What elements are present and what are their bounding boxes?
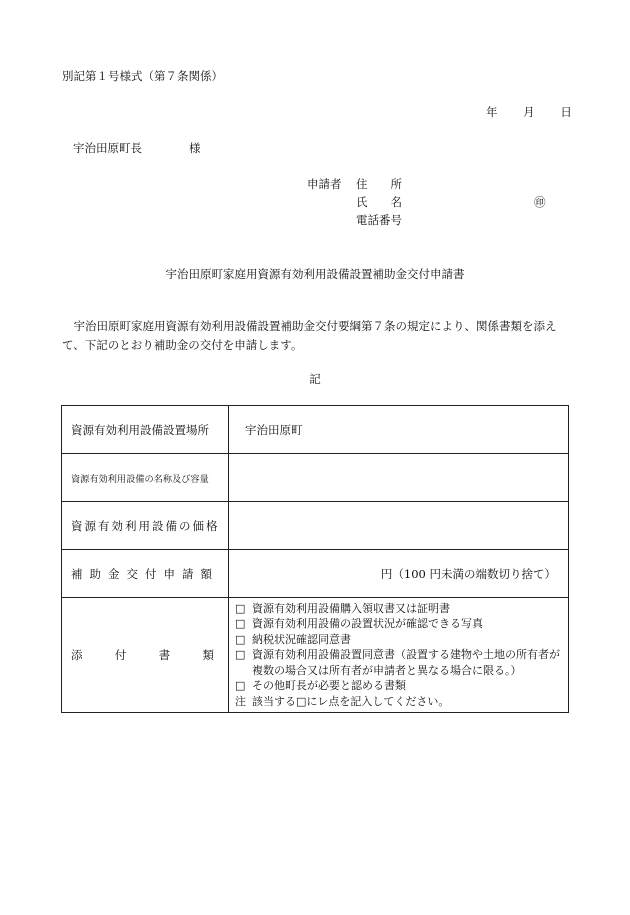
attachment-text: 納税状況確認同意書 bbox=[252, 632, 351, 646]
list-item bbox=[235, 647, 564, 678]
addressee bbox=[73, 140, 201, 156]
ki-heading: 記 bbox=[309, 372, 321, 386]
name-capacity-value bbox=[229, 454, 569, 502]
table-row bbox=[62, 598, 569, 713]
date-line bbox=[486, 104, 572, 120]
addressee-name: 宇治田原町長 bbox=[73, 141, 142, 155]
name-label: 氏 名 bbox=[356, 195, 402, 209]
attachments-label-char: 類 bbox=[202, 648, 214, 662]
document-title: 宇治田原町家庭用資源有効利用設備設置補助金交付申請書 bbox=[165, 267, 465, 281]
subsidy-label: 補助金交付申請額 bbox=[62, 550, 229, 598]
date-day: 日 bbox=[560, 105, 572, 119]
address-label: 住 所 bbox=[356, 177, 402, 191]
note bbox=[235, 694, 564, 710]
list-item bbox=[235, 632, 564, 648]
application-table bbox=[61, 405, 569, 713]
table-row bbox=[62, 406, 569, 454]
attachment-text: 資源有効利用設備の設置状況が確認できる写真 bbox=[252, 617, 483, 631]
attachment-text: その他町長が必要と認める書類 bbox=[252, 679, 406, 693]
note-text: 該当する□にレ点を記入してください。 bbox=[252, 694, 450, 708]
attachments-label-char: 付 bbox=[114, 648, 127, 662]
checkbox[interactable]: □ bbox=[235, 601, 246, 615]
attachments-label-char: 添 bbox=[71, 648, 83, 662]
seal-mark: ㊞ bbox=[534, 195, 546, 209]
form-number: 別記第１号様式（第７条関係） bbox=[62, 69, 223, 83]
checkbox[interactable]: □ bbox=[235, 617, 246, 631]
location-value: 宇治田原町 bbox=[229, 406, 569, 454]
attachments-label-cell bbox=[62, 598, 229, 713]
attachments-label bbox=[62, 647, 228, 663]
honorific: 様 bbox=[189, 141, 201, 155]
table-row bbox=[62, 454, 569, 502]
list-item bbox=[235, 616, 564, 632]
date-year: 年 bbox=[486, 105, 498, 119]
location-label: 資源有効利用設備設置場所 bbox=[62, 406, 229, 454]
name-capacity-label: 資源有効利用設備の名称及び容量 bbox=[62, 454, 229, 502]
applicant-label: 申請者 bbox=[307, 177, 342, 191]
note-label: 注 bbox=[235, 694, 246, 708]
attachments-list bbox=[229, 598, 569, 713]
price-label: 資源有効利用設備の価格 bbox=[62, 502, 229, 550]
list-item bbox=[235, 678, 564, 694]
price-value bbox=[229, 502, 569, 550]
attachments-label-char: 書 bbox=[158, 648, 171, 662]
checkbox[interactable]: □ bbox=[235, 648, 246, 662]
table-row bbox=[62, 550, 569, 598]
checkbox[interactable]: □ bbox=[235, 679, 246, 693]
date-month: 月 bbox=[523, 105, 535, 119]
attachment-text: 資源有効利用設備設置同意書（設置する建物や土地の所有者が複数の場合又は所有者が申請者と異なる場合に限る。） bbox=[252, 648, 560, 677]
checkbox[interactable]: □ bbox=[235, 632, 246, 646]
table-row bbox=[62, 502, 569, 550]
phone-label: 電話番号 bbox=[356, 213, 402, 227]
attachment-text: 資源有効利用設備購入領収書又は証明書 bbox=[252, 601, 450, 615]
subsidy-value: 円（100 円未満の端数切り捨て） bbox=[229, 550, 569, 598]
body-paragraph: 宇治田原町家庭用資源有効利用設備設置補助金交付要綱第７条の規定により、関係書類を添えて、下記のとおり補助金の交付を申請します。 bbox=[62, 319, 557, 352]
list-item bbox=[235, 601, 564, 617]
